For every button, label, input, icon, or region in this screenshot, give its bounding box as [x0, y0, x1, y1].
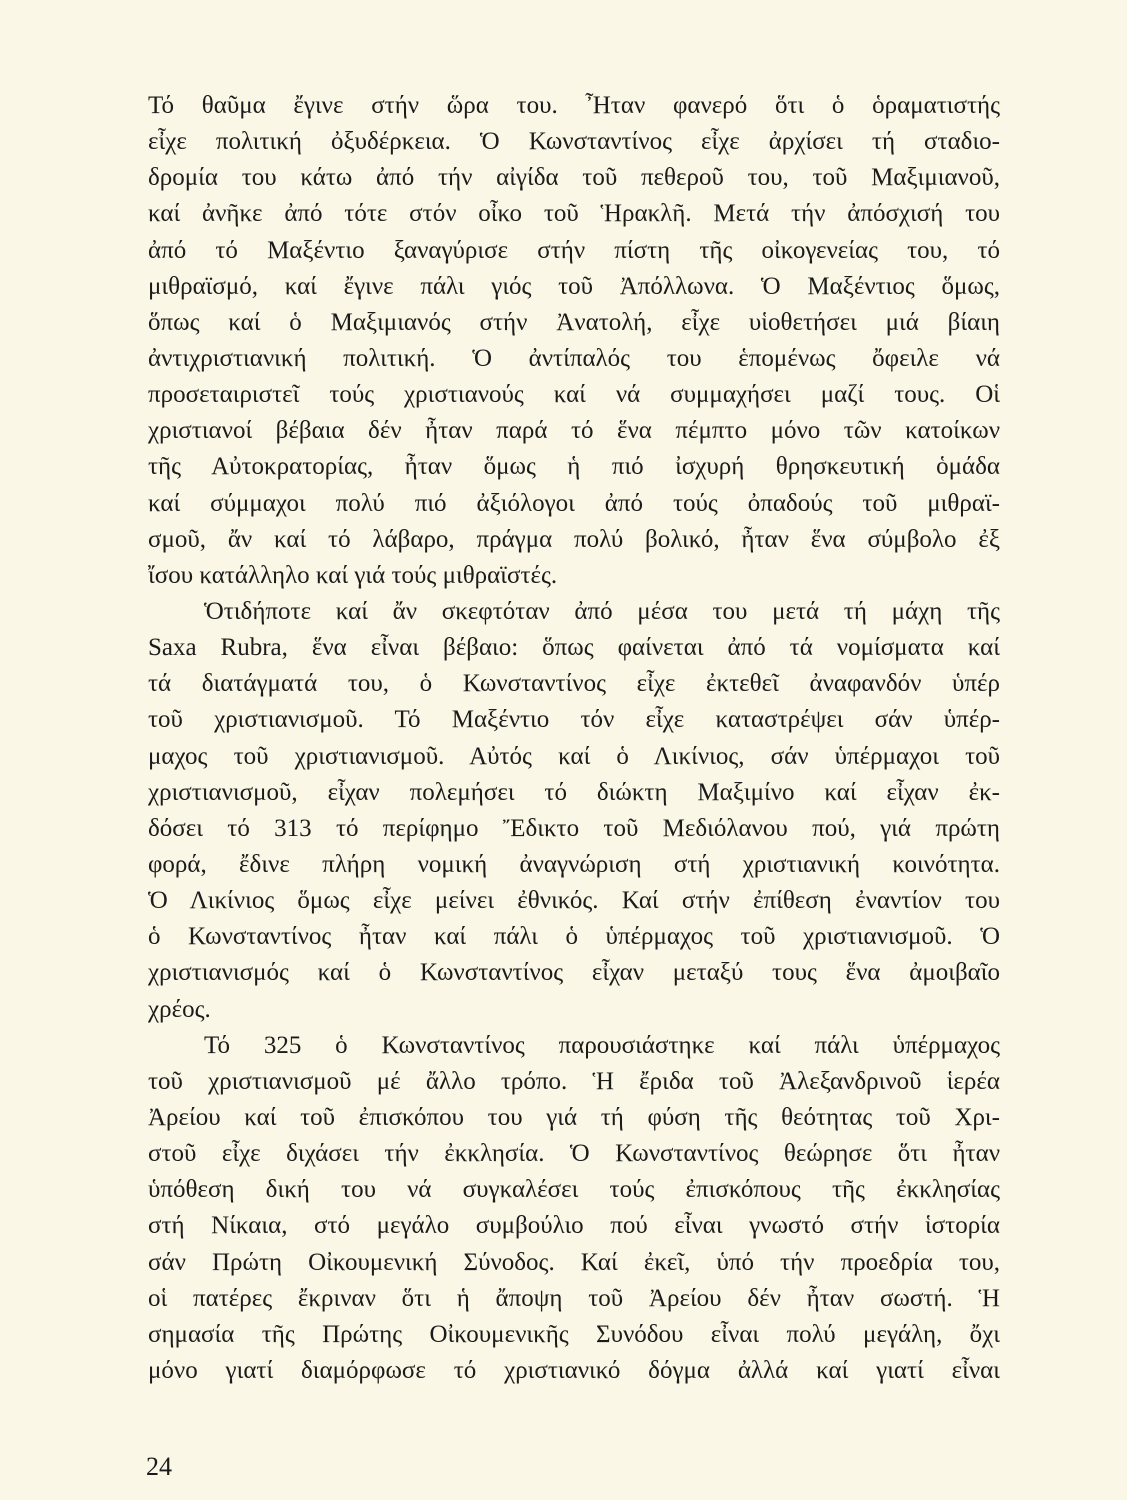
text-line: Τό θαῦμα ἔγινε στήν ὥρα του. Ἦταν φανερό ὅτι ὁ ὁραματιστής: [148, 92, 1000, 119]
text-line: προσεταιριστεῖ τούς χριστιανούς καί νά συμμαχήσει μαζί τους. Οἱ: [148, 381, 1000, 409]
text-line: τῆς Αὐτοκρατορίας, ἦταν ὅμως ἡ πιό ἰσχυρή θρησκευτική ὁμάδα: [148, 453, 1000, 481]
text-line: Ὁ Λικίνιος ὅμως εἶχε μείνει ἐθνικός. Καί στήν ἐπίθεση ἐναντίον του: [148, 887, 1000, 915]
text-line: ἀπό τό Μαξέντιο ξαναγύρισε στήν πίστη τῆς οἰκογενείας του, τό: [148, 236, 1000, 264]
text-line: χριστιανισμοῦ, εἶχαν πολεμήσει τό διώκτη Μαξιμίνο καί εἶχαν ἐκ-: [148, 778, 1000, 806]
text-line: μιθραϊσμό, καί ἔγινε πάλι γιός τοῦ Ἀπόλλωνα. Ὁ Μαξέντιος ὅμως,: [148, 272, 1000, 300]
page-number: 24: [146, 1452, 172, 1481]
text-line: δρομία του κάτω ἀπό τήν αἰγίδα τοῦ πεθεροῦ του, τοῦ Μαξιμιανοῦ,: [148, 164, 1000, 192]
text-line: φορά, ἔδινε πλήρη νομική ἀναγνώριση στή χριστιανική κοινότητα.: [148, 850, 1000, 878]
text-line: οἱ πατέρες ἔκριναν ὅτι ἡ ἄποψη τοῦ Ἀρείου δέν ἦταν σωστή. Ἡ: [148, 1284, 1000, 1312]
text-line: στοῦ εἶχε διχάσει τήν ἐκκλησία. Ὁ Κωνσταντίνος θεώρησε ὅτι ἦταν: [148, 1140, 1000, 1168]
text-line: Ὁτιδήποτε καί ἄν σκεφτόταν ἀπό μέσα του μετά τή μάχη τῆς: [204, 597, 1000, 625]
text-line: ὅπως καί ὁ Μαξιμιανός στήν Ἀνατολή, εἶχε υἱοθετήσει μιά βίαιη: [148, 308, 1000, 336]
text-line: χριστιανοί βέβαια δέν ἦταν παρά τό ἕνα πέμπτο μόνο τῶν κατοίκων: [148, 417, 1000, 445]
text-line: στή Νίκαια, στό μεγάλο συμβούλιο πού εἶναι γνωστό στήν ἱστορία: [148, 1212, 1000, 1240]
text-line: ἴσου κατάλληλο καί γιά τούς μιθραϊστές.: [148, 561, 558, 589]
text-line: τοῦ χριστιανισμοῦ. Τό Μαξέντιο τόν εἶχε καταστρέψει σάν ὑπέρ-: [148, 706, 1000, 734]
text-line: μόνο γιατί διαμόρφωσε τό χριστιανικό δόγμα ἀλλά καί γιατί εἶναι: [148, 1356, 1000, 1384]
text-line: ὑπόθεση δική του νά συγκαλέσει τούς ἐπισκόπους τῆς ἐκκλησίας: [148, 1176, 1000, 1204]
text-line: καί σύμμαχοι πολύ πιό ἀξιόλογοι ἀπό τούς ὀπαδούς τοῦ μιθραϊ-: [148, 489, 1000, 517]
text-line: ἀντιχριστιανική πολιτική. Ὁ ἀντίπαλός του ἑπομένως ὄφειλε νά: [148, 344, 1000, 372]
text-line: σμοῦ, ἄν καί τό λάβαρο, πράγμα πολύ βολικό, ἦταν ἕνα σύμβολο ἐξ: [148, 525, 1000, 553]
text-line: καί ἀνῆκε ἀπό τότε στόν οἶκο τοῦ Ἡρακλῆ. Μετά τήν ἀπόσχισή του: [148, 200, 1000, 228]
text-line: δόσει τό 313 τό περίφημο Ἔδικτο τοῦ Μεδιόλανου πού, γιά πρώτη: [148, 814, 1000, 842]
text-line: εἶχε πολιτική ὀξυδέρκεια. Ὁ Κωνσταντίνος εἶχε ἀρχίσει τή σταδιο-: [148, 128, 1000, 156]
text-line: Ἀρείου καί τοῦ ἐπισκόπου του γιά τή φύση τῆς θεότητας τοῦ Χρι-: [148, 1103, 1000, 1131]
text-line: Τό 325 ὁ Κωνσταντίνος παρουσιάστηκε καί πάλι ὑπέρμαχος: [204, 1031, 1000, 1059]
text-line: τοῦ χριστιανισμοῦ μέ ἄλλο τρόπο. Ἡ ἔριδα τοῦ Ἀλεξανδρινοῦ ἱερέα: [148, 1067, 1000, 1095]
body-text: [148, 88, 1000, 1389]
text-line: Saxa Rubra, ἕνα εἶναι βέβαιο: ὅπως φαίνεται ἀπό τά νομίσματα καί: [148, 634, 1000, 662]
text-line: χριστιανισμός καί ὁ Κωνσταντίνος εἶχαν μεταξύ τους ἕνα ἀμοιβαῖο: [148, 959, 1000, 987]
text-line: μαχος τοῦ χριστιανισμοῦ. Αὐτός καί ὁ Λικίνιος, σάν ὑπέρμαχοι τοῦ: [148, 742, 1000, 770]
text-line: σημασία τῆς Πρώτης Οἰκουμενικῆς Συνόδου εἶναι πολύ μεγάλη, ὄχι: [148, 1320, 1000, 1348]
text-line: χρέος.: [148, 995, 211, 1023]
text-line: ὁ Κωνσταντίνος ἦταν καί πάλι ὁ ὑπέρμαχος τοῦ χριστιανισμοῦ. Ὁ: [148, 923, 1000, 951]
text-line: σάν Πρώτη Οἰκουμενική Σύνοδος. Καί ἐκεῖ, ὑπό τήν προεδρία του,: [148, 1248, 1000, 1276]
text-line: τά διατάγματά του, ὁ Κωνσταντίνος εἶχε ἐκτεθεῖ ἀναφανδόν ὑπέρ: [148, 670, 1000, 698]
